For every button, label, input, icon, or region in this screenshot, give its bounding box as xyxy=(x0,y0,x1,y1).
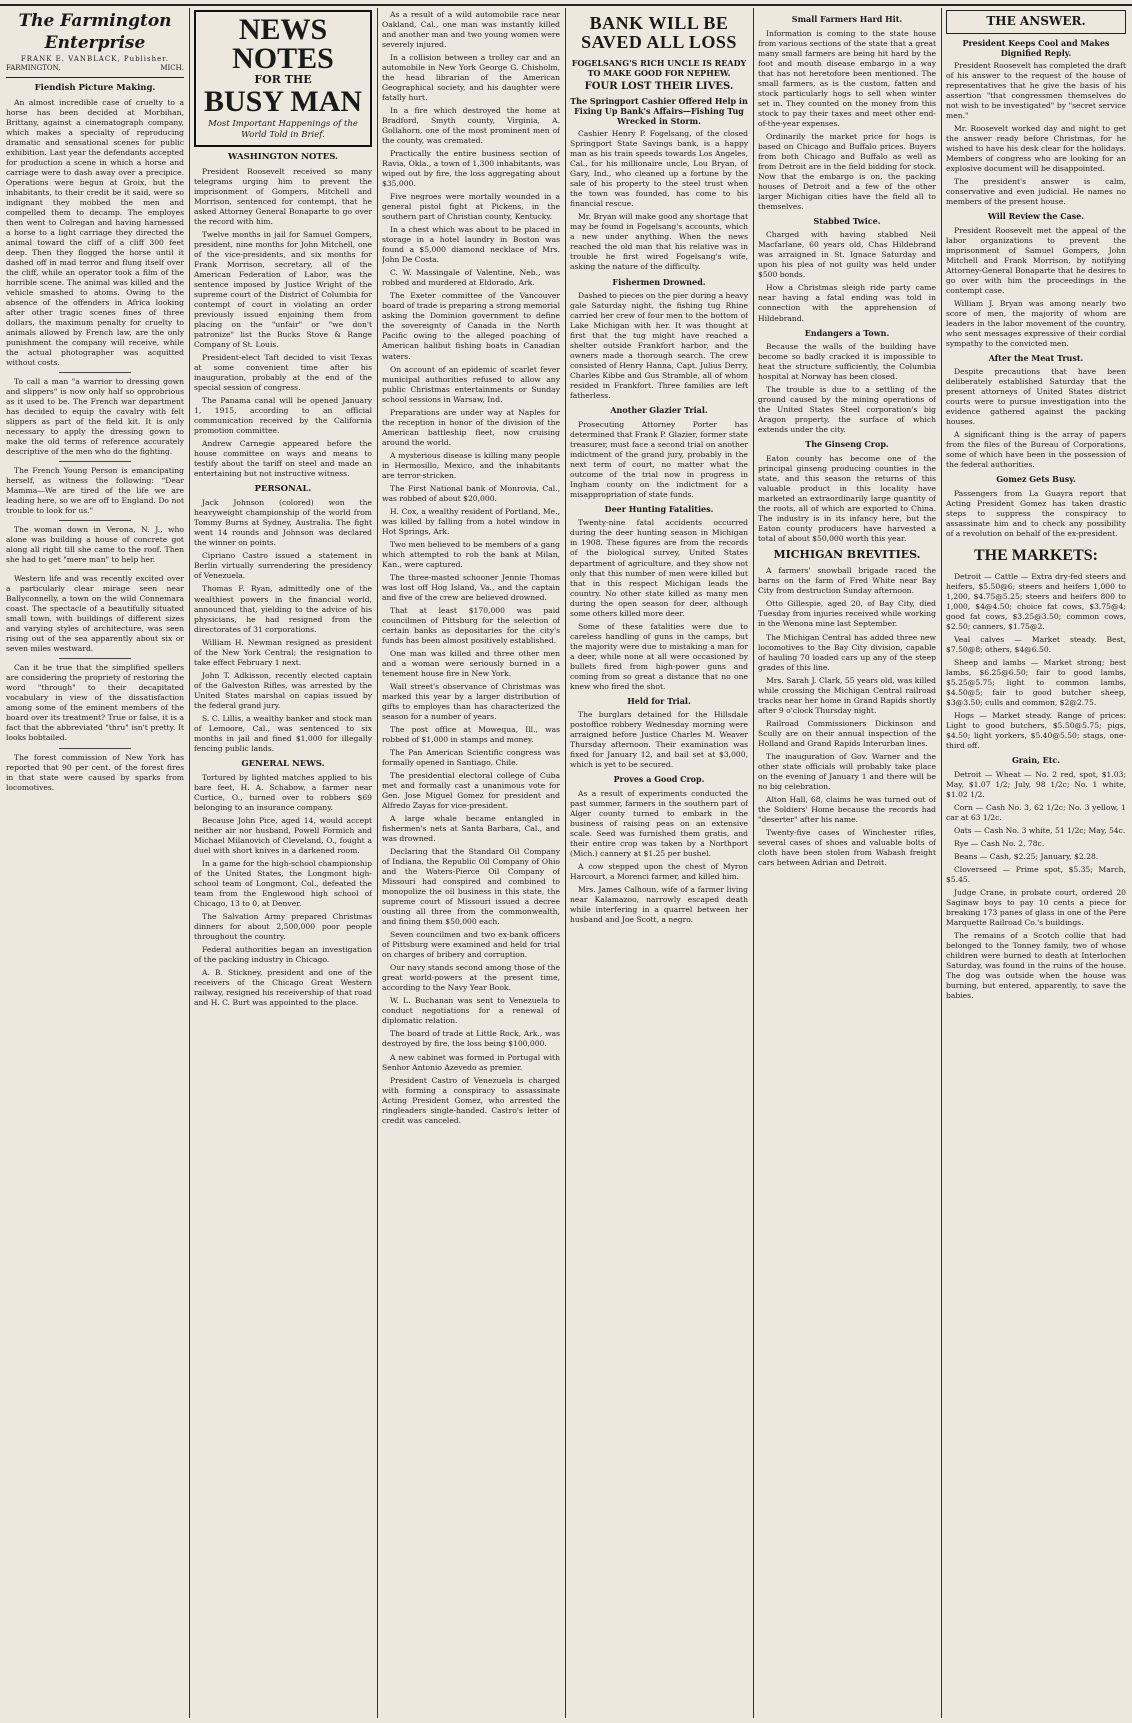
subheading: Proves a Good Crop. xyxy=(613,774,705,785)
col1-paragraph: The French Young Person is emancipating herself, as witness the following: "Dear Mamma—We are tired of the life we are leading here, so we are off to England. Do not trouble to look for us." xyxy=(6,466,184,516)
col3-paragraph: In a fire which destroyed the home at Bradford, Smyth county, Virginia, A. Gollahorn, one of the most prominent men of the county, was cremated. xyxy=(382,106,560,146)
col3-paragraph: Two men believed to be members of a gang which attempted to rob the bank at Milan, Kan., were captured. xyxy=(382,539,560,569)
answer-deck: President Keeps Cool and Makes Dignified Reply. xyxy=(962,37,1110,58)
col4-paragraph: Some of these fatalities were due to careless handling of guns in the camps, but the majority were due to mistaking a man for a deer, while none at all were occasioned by bullets fired from high-power guns and coming from so great a distance that no one knew who fired the shot. xyxy=(570,621,748,691)
col2-paragraph: A. B. Stickney, president and one of the receivers of the Chicago Great Western railway, resigned his receivership of that road and H. C. Burt was appointed to the place. xyxy=(194,968,372,1008)
col3-paragraph: A mysterious disease is killing many people in Hermosillo, Mexico, and the inhabitants are terror-stricken. xyxy=(382,450,560,480)
col1-paragraph: The woman down in Verona, N. J., who alone was building a house of concrete got along all right till she came to the roof. Then she had to get "mere man" to help her. xyxy=(6,525,184,565)
col1-paragraph: To call a man "a warrior to dressing gown and slippers" is now only half so opprobrious as it used to be. The French war department has decided to equip the cavalry with felt slippers as part of the field kit. It is only necessary to apply the dressing gown to make the old terms of reference accurately descriptive of the men who do the fighting. xyxy=(6,376,184,457)
col5-paragraph: Because the walls of the building have become so badly cracked it is impossible to heat the structure sufficiently, the Columbia hospital at Norway has been closed. xyxy=(758,342,936,382)
col6-paragraph: President Roosevelt met the appeal of the labor organizations to prevent the imprisonment of Samuel Gompers, John Mitchell and Frank Morrison, by notifying Attorney-General Bonaparte that he desires to go over with him the proceedings in the contempt case. xyxy=(946,225,1126,295)
col6-paragraph: Passengers from La Guayra report that Acting President Gomez has taken drastic steps to suppress the conspiracy to assassinate him and to check any possibility of a revolution on behalf of the ex-president. xyxy=(946,489,1126,539)
col2-paragraph: In a game for the high-school championship of the United States, the Longmont high-school team of Longmont, Col., defeated the team from the Englewood high school of Chicago, 13 to 0, at Denver. xyxy=(194,859,372,909)
col4-paragraph: The burglars detained for the Hillsdale postoffice robbery Wednesday morning were arraigned before Justice Charles M. Weaver Thursday afternoon. Their examination was fixed for January 12, and bail set at $3,000, which is yet to be secured. xyxy=(570,710,748,770)
bank-deck-lives: FOUR LOST THEIR LIVES. xyxy=(584,80,734,92)
masthead xyxy=(6,10,184,78)
column-separator xyxy=(565,8,566,1718)
col6-paragraph: A significant thing is the array of papers from the files of the Bureau of Corporations, some of which have been in the possession of the federal authorities. xyxy=(946,430,1126,470)
col3-paragraph: On account of an epidemic of scarlet fever municipal authorities refused to allow any public Christmas entertainments or Sunday school sessions in Warsaw, Ind. xyxy=(382,364,560,404)
col5-paragraph: Twenty-five cases of Winchester rifles, several cases of shoes and valuable bolts of cloth have been stolen from Wabash freight cars between Adrian and Detroit. xyxy=(758,827,936,867)
col2-paragraph: Because John Pice, aged 14, would accept neither air nor husband, Powell Formich and Michael Milanovich of Cleveland, O., fought a duel with short knives in a darkened room. xyxy=(194,816,372,856)
divider xyxy=(59,569,130,570)
col3-paragraph: Practically the entire business section of Ravia, Okla., a town of 1,300 inhabitants, was wiped out by fire, the loss aggregating about $35,000. xyxy=(382,149,560,189)
col3-paragraph: President Castro of Venezuela is charged with forming a conspiracy to assassinate Acting President Gomez, who arrested the ringleaders single-handed. Castro's letter of credit was canceled. xyxy=(382,1075,560,1125)
column-2 xyxy=(194,10,372,1718)
column-6 xyxy=(946,10,1126,1718)
divider xyxy=(59,520,130,521)
news-notes-busy-man: BUSY MAN xyxy=(203,84,363,118)
col3-paragraph: A new cabinet was formed in Portugal with Senhor Antonio Azevedo as premier. xyxy=(382,1052,560,1072)
col6-paragraph: Cloverseed — Prime spot, $5.35; March, $5.45. xyxy=(946,865,1126,885)
col1-headline: Fiendish Picture Making. xyxy=(34,83,156,94)
col2-paragraph: Cipriano Castro issued a statement in Berlin virtually surrendering the presidency of Venezuela. xyxy=(194,551,372,581)
col6-paragraph: The president's answer is calm, conservative and even judicial. He names no members of the present house. xyxy=(946,177,1126,207)
col2-paragraph: William H. Newman resigned as president of the New York Central; the resignation to take effect February 1 next. xyxy=(194,637,372,667)
col3-paragraph: In a chest which was about to be placed in storage in a hotel laundry in Boston was found a $5,000 diamond necklace of Mrs. John De Costa. xyxy=(382,225,560,265)
col3-paragraph: Five negroes were mortally wounded in a general pistol fight at Pickens, in the southern part of Christian county, Kentucky. xyxy=(382,192,560,222)
section-heading: WASHINGTON NOTES. xyxy=(227,152,338,163)
subheading: Small Farmers Hard Hit. xyxy=(791,14,903,24)
subheading: Another Glazier Trial. xyxy=(610,405,708,416)
col5-paragraph: A farmers' snowball brigade raced the barns on the farm of Fred White near Bay City from destruction Sunday afternoon. xyxy=(758,566,936,596)
divider xyxy=(59,372,130,373)
col2-paragraph: President-elect Taft decided to visit Texas at some convenient time after his inauguration, probably at the end of the special session of congress. xyxy=(194,352,372,392)
col5-paragraph: Eaton county has become one of the principal ginseng producing counties in the state, and this season the returns of this valuable product in this locality have marketed an extraordinarily large quantity of the roots, all of which are exported to China. The industry is in its infancy here, but the Eaton county producers have harvested a total of about $50,000 worth this year. xyxy=(758,453,936,543)
news-notes-box xyxy=(194,10,372,147)
col6-paragraph: Detroit — Wheat — No. 2 red, spot, $1.03; May, $1.07 1/2; July, 98 1/2c; No. 1 white, $1.02 1/2. xyxy=(946,770,1126,800)
col4-paragraph: Mr. Bryan will make good any shortage that may be found in Fogelsang's accounts, which a new under anything. When the news reached the old man that his relative was in trouble he first wired Fogelsang's wife, asking the nature of the difficulty. xyxy=(570,212,748,272)
news-notes-for: FOR THE xyxy=(254,73,312,86)
col6-paragraph: Mr. Roosevelt worked day and night to get the answer ready before Christmas, for he wished to have his desk clear for the holidays. Members of congress who are looking for an explosive document will be disappointed. xyxy=(946,123,1126,173)
col2-paragraph: Andrew Carnegie appeared before the house committee on ways and means to testify about the tariff on steel and made an entertaining but not instructive witness. xyxy=(194,439,372,479)
col3-paragraph: The board of trade at Little Rock, Ark., was destroyed by fire, the loss being $100,000. xyxy=(382,1029,560,1049)
col6-paragraph: Judge Crane, in probate court, ordered 20 Saginaw boys to pay 10 cents a piece for breaking 173 panes of glass in one of the Pere Marquette Railroad Co.'s buildings. xyxy=(946,888,1126,928)
col2-paragraph: The Panama canal will be opened January 1, 1915, according to an official communication received by the California promotion committee. xyxy=(194,396,372,436)
column-4 xyxy=(570,10,748,1718)
column-separator xyxy=(377,8,378,1718)
subheading: Fishermen Drowned. xyxy=(612,276,706,287)
col2-paragraph: The Salvation Army prepared Christmas dinners for about 2,500,000 poor people throughout the country. xyxy=(194,912,372,942)
col3-paragraph: The presidential electoral college of Cuba met and formally cast a unanimous vote for Gen. Jose Miguel Gomez for president and Alfredo Zayas for vice-president. xyxy=(382,771,560,811)
col5-paragraph: Alton Hall, 68, claims he was turned out of the Soldiers' Home because the records had "deserter" after his name. xyxy=(758,794,936,824)
col5-paragraph: Otto Gillespie, aged 20, of Bay City, died Tuesday from injuries received while working in the Wenona mine last September. xyxy=(758,599,936,629)
col3-paragraph: Seven councilmen and two ex-bank officers of Pittsburg were examined and held for trial on charges of bribery and corruption. xyxy=(382,930,560,960)
col3-paragraph: Declaring that the Standard Oil Company of Indiana, the Republic Oil Company of Ohio and the Waters-Pierce Oil Company of Missouri had conspired and combined to monopolize the oil business in this state, the supreme court of Missouri issued a decree ousting all three from the commonwealth, and fining them $50,000 each. xyxy=(382,847,560,927)
col3-paragraph: In a collision between a trolley car and an automobile in New York George G. Chisholm, the head librarian of the American Geographical society, and his daughter were fatally hurt. xyxy=(382,53,560,103)
col1-paragraph: An almost incredible case of cruelty to a horse has been decided at Morbihan, Brittany, against a cinematograph company, which makes a specialty of reproducing dramatic and sensational scenes for public exhibition. Last year the defendants accepted for production a scene in which a horse and carriage were to dash away over a precipice. Operations were begun at Groix, but the inhabitants, to their credit be it said, were so indignant they mobbed the men and compelled them to decamp. The employes then went to Colregan and having harnessed a horse to a light carriage they directed the animal toward the cliff of a cliff 300 feet deep. Then they flogged the horse until it dashed off in mad terror and flung itself over the cliff, while an operator took a film of the horrible scene. The animal was killed and the vehicle smashed to atoms. Owing to the absence of the offenders in Africa looking after other tragic scenes fines of three dollars, the maximum penalty for cruelty to animals allowed by French law, are the only punishment the company will receive, while the actual photographer was acquitted without costs. xyxy=(6,97,184,367)
col3-paragraph: W. L. Buchanan was sent to Venezuela to conduct negotiations for a renewal of diplomatic relation. xyxy=(382,996,560,1026)
col5-paragraph: Ordinarily the market price for hogs is based on Chicago and Buffalo prices. Buyers from both Chicago and Buffalo as well as from Detroit are in the field bidding for stock. Now that the embargo is on, the packing houses of Detroit and a few of the other larger Michigan cities have the field all to themselves. xyxy=(758,131,936,211)
col3-paragraph: One man was killed and three other men and a woman were seriously burned in a tenement house fire in New York. xyxy=(382,648,560,678)
col2-paragraph: Thomas F. Ryan, admittedly one of the wealthiest powers in the financial world, announced that, yielding to the advice of his physicians, he had resigned from the directorates of 31 corporations. xyxy=(194,584,372,634)
col3-paragraph: The First National bank of Monrovia, Cal., was robbed of about $20,000. xyxy=(382,483,560,503)
divider xyxy=(59,461,130,462)
col4-paragraph: Prosecuting Attorney Porter has determined that Frank P. Glazier, former state treasurer, must face a second trial on another indictment of the grand jury, probably in the next term of court, no matter what the outcome of the trial now in progress in Ingham county on the indictment for a misappropriation of state funds. xyxy=(570,419,748,499)
subheading: Stabbed Twice. xyxy=(813,215,881,226)
col6-paragraph: Rye — Cash No. 2, 78c. xyxy=(954,839,1045,849)
col6-paragraph: Veal calves — Market steady. Best, $7.50@8; others, $4@6.50. xyxy=(946,635,1126,655)
top-rule xyxy=(0,4,1132,6)
column-1 xyxy=(6,10,184,1718)
col3-paragraph: The Pan American Scientific congress was formally opened in Santiago, Chile. xyxy=(382,748,560,768)
col1-paragraph: Western life and was recently excited over a particularly clear mirage seen near Ballyconnelly, a town on the wild Connemara coast. The spectacle of a beautifully situated small town, with buildings of different sizes and varying styles of architecture, was seen rising out of the sea apparently about six or seven miles westward. xyxy=(6,574,184,654)
col3-paragraph: Wall street's observance of Christmas was marked this year by a larger distribution of gifts to employes than has characterized the season for a number of years. xyxy=(382,681,560,722)
col4-paragraph: As a result of experiments conducted the past summer, farmers in the southern part of Alger county turned to embark in the business of raising peas on an extensive scale. Seed was furnished them gratis, and their entire crop was taken by a Northport (Mich.) cannery at $1.25 per bushel. xyxy=(570,788,748,858)
col6-paragraph: Hogs — Market steady. Range of prices: Light to good butchers, $5.50@5.75; pigs, $4.50; light yorkers, $5.40@5.50; stags, one-third off. xyxy=(946,711,1126,751)
col3-paragraph: The three-masted schooner Jennie Thomas was lost off Hog Island, Va., and the captain and five of the crew are believed drowned. xyxy=(382,572,560,602)
bank-deck: FOGELSANG'S RICH UNCLE IS READY TO MAKE GOOD FOR NEPHEW. xyxy=(571,57,747,78)
col1-paragraph: Can it be true that the simplified spellers are considering the propriety of restoring the word "through" to their decapitated vocabulary in view of the dissatisfaction among some of the eminent members of the board over its treatment? True or false, it is a fact that the abbreviated "thru" isn't pretty. It looks bobtailed. xyxy=(6,663,184,743)
col5-paragraph: Information is coming to the state house from various sections of the state that a great many small farmers are being hit hard by the foot and mouth disease embargo in a way that has not heretofore been mentioned. The small farmers, as is the custom, fatten and stock particularly hogs to sell when winter set in. They counted on the money from this stock to pay their taxes and meet other end-of-the-year expenses. xyxy=(758,28,936,128)
answer-heading: THE ANSWER. xyxy=(946,10,1126,34)
col5-paragraph: How a Christmas sleigh ride party came near having a fatal ending was told in connection with the apprehension of Hildebrand. xyxy=(758,283,936,323)
divider xyxy=(59,658,130,659)
col5-paragraph: Mrs. Sarah J. Clark, 55 years old, was killed while crossing the Michigan Central railroad tracks near her home in Grand Rapids shortly after 9 o'clock Thursday night. xyxy=(758,675,936,715)
col3-paragraph: Our navy stands second among those of the great world-powers at the present time, according to the Navy Year Book. xyxy=(382,963,560,993)
col6-paragraph: Detroit — Cattle — Extra dry-fed steers and heifers, $5.50@6; steers and heifers 1,000 to 1,200, $4.75@5.25; steers and heifers 800 to 1,000, $4@4.50; choice fat cows, $3.75@4; good fat cows, $3.25@3.50; common cows, $2.50; canners, $1.75@2. xyxy=(946,572,1126,632)
section-heading: GENERAL NEWS. xyxy=(241,758,325,769)
col4-paragraph: Cashier Henry P. Fogelsang, of the closed Springport State Savings bank, is a happy man as his train speeds towards Los Angeles, Cal., for his millionaire uncle, Lou Bryan, of Gary, Ind., who cleaned up a fortune by the sale of his property to the steel trust when the town was founded, has come to his financial rescue. xyxy=(570,129,748,209)
col5-paragraph: Charged with having stabbed Neil Macfarlane, 60 years old, Chas Hildebrand was arraigned in St. Ignace Saturday and upon his plea of not guilty was held under $500 bonds. xyxy=(758,230,936,280)
subheading: Will Review the Case. xyxy=(987,211,1085,222)
col3-paragraph: H. Cox, a wealthy resident of Portland, Me., was killed by falling from a hotel window in Hot Springs, Ark. xyxy=(382,506,560,536)
col3-paragraph: That at least $170,000 was paid councilmen of Pittsburg for the selection of certain banks as depositaries for the city's funds has been almost positively established. xyxy=(382,605,560,645)
col4-paragraph: Mrs. James Calhoun, wife of a farmer living near Kalamazoo, narrowly escaped death while interfering in a quarrel between her husband and Joe Scott, a negro. xyxy=(570,885,748,925)
col3-paragraph: The post office at Mowequa, Ill., was robbed of $1,000 in stamps and money. xyxy=(382,725,560,745)
col4-paragraph: Twenty-nine fatal accidents occurred during the deer hunting season in Michigan in 1908. These figures are from the records of the biological survey, United States department of agriculture, and they show not only that this number of men were killed but that in this respect Michigan leads the country. No other state killed as many men during the open season for deer, although some others killed more deer. xyxy=(570,518,748,618)
subheading: After the Meat Trust. xyxy=(988,352,1084,363)
masthead-place: FARMINGTON, xyxy=(6,64,61,73)
section-heading: PERSONAL. xyxy=(254,484,312,495)
masthead-publisher: FRANK E. VANBLACK, Publisher. xyxy=(20,54,170,63)
markets-heading: THE MARKETS: xyxy=(973,547,1098,565)
column-3 xyxy=(382,10,560,1718)
col6-paragraph: Beans — Cash, $2.25; January, $2.28. xyxy=(954,852,1099,862)
column-separator xyxy=(753,8,754,1718)
col6-paragraph: Oats — Cash No. 3 white, 51 1/2c; May, 54c. xyxy=(954,826,1126,836)
col2-paragraph: Tortured by lighted matches applied to his bare feet, H. A. Schabow, a farmer near Curtice, O., turned over to robbers $69 belonging to an insurance company. xyxy=(194,772,372,812)
col3-paragraph: Preparations are under way at Naples for the reception in honor of the division of the American battleship fleet, now cruising around the world. xyxy=(382,407,560,447)
col3-paragraph: A large whale became entangled in fishermen's nets at Santa Barbara, Cal., and was drowned. xyxy=(382,814,560,844)
col2-paragraph: President Roosevelt received so many telegrams urging him to prevent the imprisonment of Gompers, Mitchell and Morrison, sentenced for contempt, that he asked Attorney General Bonaparte to go over the record with him. xyxy=(194,166,372,226)
col5-paragraph: Railroad Commissioners Dickinson and Scully are on their annual inspection of the Holland and Grand Rapids Interurban lines. xyxy=(758,718,936,748)
masthead-title: The Farmington Enterprise xyxy=(18,11,172,54)
divider xyxy=(59,748,130,749)
col5-paragraph: The inauguration of Gov. Warner and the other state officials will probably take place on the evening of January 1 and there will be no big celebration. xyxy=(758,751,936,791)
col2-paragraph: Twelve months in jail for Samuel Gompers, president, nine months for John Mitchell, one of the vice-presidents, and six months for Frank Morrison, secretary, all of the American Federation of Labor, was the sentence imposed by Justice Wright of the supreme court of the District of Columbia for contempt of court in violating an order previously issued enjoining them from placing on the "unfair" or "we don't patronize" list the Bucks Stove & Range Company of St. Louis. xyxy=(194,229,372,349)
column-separator xyxy=(189,8,190,1718)
col6-paragraph: Corn — Cash No. 3, 62 1/2c; No. 3 yellow, 1 car at 63 1/2c. xyxy=(946,803,1126,823)
col6-paragraph: Despite precautions that have been deliberately established Saturday that the present attorneys of United States district courts were to pursue investigation into the evidence gathered against the packing houses. xyxy=(946,367,1126,427)
col6-paragraph: The remains of a Scotch collie that had belonged to the Tonney family, two of whose children were burned to death at Interlochen Saturday, was found in the ruins of the house. The dog was outside when the house was burning, but entered, apparently, to save the babies. xyxy=(946,931,1126,1001)
bank-deck-summary: The Springport Cashier Offered Help in Fixing Up Bank's Affairs—Fishing Tug Wrecked in Storm. xyxy=(570,96,748,127)
col2-paragraph: S. C. Lillis, a wealthy banker and stock man of Lemoore, Cal., was sentenced to six months in jail and fined $1,000 for illegally fencing public lands. xyxy=(194,713,372,753)
col5-paragraph: The trouble is due to a settling of the ground caused by the mining operations of the United States Steel corporation's big Aragon property, the surface of which extends under the city. xyxy=(758,385,936,435)
subheading: Gomez Gets Busy. xyxy=(996,474,1076,485)
col6-paragraph: Sheep and lambs — Market strong; best lambs, $6.25@6.50; fair to good lambs, $5.25@5.75; light to common lambs, $4.50@5; fair to good butcher sheep, $3@3.50; culls and common, $2@2.75. xyxy=(946,658,1126,708)
column-separator xyxy=(941,8,942,1718)
col6-paragraph: President Roosevelt has completed the draft of his answer to the request of the house of representatives that he give the basis of his assertion "that congressmen themselves do not wish to be investigated" by "secret service men." xyxy=(946,60,1126,120)
news-notes-title: NEWS NOTES xyxy=(232,13,334,75)
subheading: Held for Trial. xyxy=(627,695,691,706)
col2-paragraph: John T. Adkisson, recently elected captain of the Galveston Rifles, was arrested by the United States marshal on capias issued by the federal grand jury. xyxy=(194,670,372,710)
col4-paragraph: A cow stepped upon the chest of Myron Harcourt, a Morenci farmer, and killed him. xyxy=(570,862,748,882)
col6-paragraph: William J. Bryan was among nearly two score of men, the majority of whom are leaders in the labor movement of the country, who sent messages expressive of their cordial sympathy to the convicted men. xyxy=(946,298,1126,348)
col2-paragraph: Federal authorities began an investigation of the packing industry in Chicago. xyxy=(194,945,372,965)
subheading: Deer Hunting Fatalities. xyxy=(604,503,714,514)
column-5 xyxy=(758,10,936,1718)
col3-paragraph: As a result of a wild automobile race near Oakland, Cal., one man was instantly killed and another man and two young women were severely injured. xyxy=(382,10,560,50)
subheading: Endangers a Town. xyxy=(804,327,890,338)
bank-headline: BANK WILL BE SAVED ALL LOSS xyxy=(581,13,737,52)
col2-paragraph: Jack Johnson (colored) won the heavyweight championship of the world from Tommy Burns at Sydney, Australia. The fight went 14 rounds and Johnson was declared the winner on points. xyxy=(194,498,372,548)
col1-paragraph: The forest commission of New York has reported that 90 per cent. of the forest fires in that state were caused by sparks from locomotives. xyxy=(6,752,184,792)
news-notes-deck: Most Important Happenings of the World Told in Brief. xyxy=(208,119,358,141)
col3-paragraph: The Exeter committee of the Vancouver board of trade is preparing a strong memorial asking the Dominion government to define the sovereignty of Canada in the North Pacific owing to the alleged poaching of American halibut fishing boats in Canadian waters. xyxy=(382,291,560,361)
col4-paragraph: Dashed to pieces on the pier during a heavy gale Saturday night, the fishing tug Rhine carried her crew of four men to the bottom of Lake Michigan with her. It was thought at first that the tug might have reached a shelter outside Frankfort harbor, and the owners made a thorough search. The crew consisted of Henry Hanna, Capt. Julius Derry, Charles Kibbe and Gus Stramble, all of whom resided in Frankfort. Three families are left fatherless. xyxy=(570,291,748,401)
subheading: The Ginseng Crop. xyxy=(805,439,889,450)
masthead-place-row xyxy=(6,64,184,73)
col3-paragraph: C. W. Massingale of Valentine, Neb., was robbed and murdered at Eldorado, Ark. xyxy=(382,268,560,288)
col5-paragraph: The Michigan Central has added three new locomotives to the Bay City division, capable of hauling 70 loaded cars up any of the steep grades of this line. xyxy=(758,632,936,672)
brevities-heading: MICHIGAN BREVITIES. xyxy=(773,547,921,561)
subheading: Grain, Etc. xyxy=(1011,755,1061,766)
masthead-state: MICH. xyxy=(160,64,184,73)
